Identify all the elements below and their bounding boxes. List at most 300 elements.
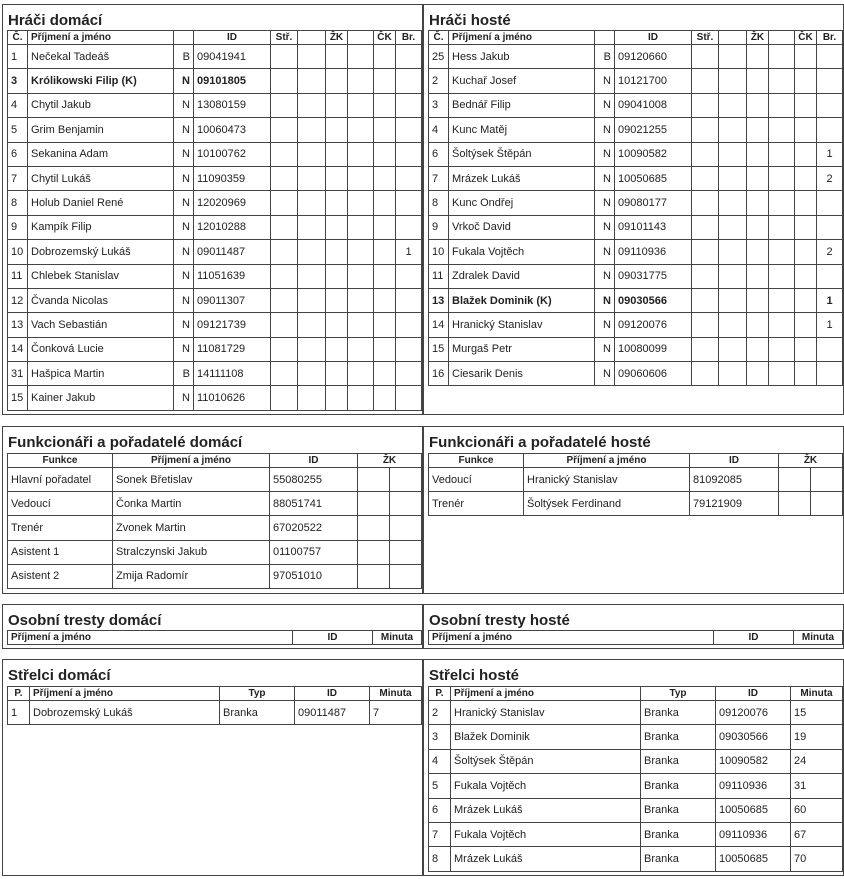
red-card-cell <box>374 191 396 215</box>
official-row <box>8 492 422 516</box>
goals-cell-2 <box>298 337 326 361</box>
player-number: 6 <box>429 142 449 166</box>
yellow-card-cell <box>747 191 769 215</box>
player-name: Sekanina Adam <box>28 142 174 166</box>
goals-cell-2 <box>298 118 326 142</box>
player-goals-total <box>817 69 843 93</box>
player-row <box>8 288 422 312</box>
player-id: 09011487 <box>194 240 271 264</box>
player-row <box>429 69 843 93</box>
scorer-id: 09110936 <box>716 774 791 798</box>
player-name: Grim Benjamin <box>28 118 174 142</box>
yellow-card-cell-2 <box>348 288 374 312</box>
player-goals-total <box>817 215 843 239</box>
scorer-name: Hranický Stanislav <box>451 701 641 725</box>
red-card-cell <box>795 215 817 239</box>
player-flag: N <box>174 313 194 337</box>
yellow-card-cell <box>358 564 390 588</box>
scorer-minute: 31 <box>791 774 843 798</box>
scorer-order: 5 <box>429 774 451 798</box>
scorer-row <box>429 774 843 798</box>
official-id: 01100757 <box>270 540 358 564</box>
scorer-minute: 7 <box>370 701 422 725</box>
red-card-cell <box>795 240 817 264</box>
officials-away-header <box>429 454 843 468</box>
goals-cell-2 <box>298 313 326 337</box>
yellow-card-cell <box>326 166 348 190</box>
player-name: Vach Sebastián <box>28 313 174 337</box>
goals-cell <box>271 264 298 288</box>
col-minute: Minuta <box>370 687 422 701</box>
yellow-card-cell-2 <box>348 142 374 166</box>
col-yellow-card: ŽK <box>779 454 843 468</box>
scorer-type: Branka <box>641 701 716 725</box>
scorer-minute: 15 <box>791 701 843 725</box>
scorer-order: 2 <box>429 701 451 725</box>
official-role: Vedoucí <box>8 492 113 516</box>
scorer-order: 1 <box>8 701 30 725</box>
player-flag: N <box>595 215 615 239</box>
yellow-card-cell <box>326 362 348 386</box>
col-yellow-card: ŽK <box>326 31 348 45</box>
scorer-order: 3 <box>429 725 451 749</box>
player-flag: N <box>595 69 615 93</box>
player-number: 3 <box>8 69 28 93</box>
yellow-card-cell-2 <box>769 362 795 386</box>
officials-home-panel <box>2 426 423 594</box>
yellow-card-cell-2 <box>390 468 422 492</box>
red-card-cell <box>795 337 817 361</box>
yellow-card-cell <box>358 540 390 564</box>
player-goals-total <box>817 191 843 215</box>
player-goals-total <box>396 45 422 69</box>
yellow-card-cell <box>358 516 390 540</box>
player-id: 09021255 <box>615 118 692 142</box>
official-name: Čonka Martin <box>113 492 270 516</box>
player-id: 09120076 <box>615 313 692 337</box>
player-flag: N <box>595 264 615 288</box>
player-flag: N <box>595 313 615 337</box>
official-row <box>8 468 422 492</box>
scorers-away-table <box>428 686 843 872</box>
yellow-card-cell-2 <box>348 45 374 69</box>
player-id: 12010288 <box>194 215 271 239</box>
yellow-card-cell-2 <box>348 386 374 410</box>
goals-cell <box>271 313 298 337</box>
player-flag: N <box>174 288 194 312</box>
player-id: 11051639 <box>194 264 271 288</box>
player-number: 1 <box>8 45 28 69</box>
player-number: 8 <box>8 191 28 215</box>
player-id: 11081729 <box>194 337 271 361</box>
penalties-away-title: Osobní tresty hosté <box>429 612 570 629</box>
scorer-order: 4 <box>429 749 451 773</box>
scorer-id: 09030566 <box>716 725 791 749</box>
yellow-card-cell <box>326 313 348 337</box>
player-id: 09121739 <box>194 313 271 337</box>
player-id: 09101805 <box>194 69 271 93</box>
goals-cell <box>692 215 719 239</box>
scorer-type: Branka <box>641 749 716 773</box>
player-id: 09110936 <box>615 240 692 264</box>
player-flag: N <box>595 166 615 190</box>
red-card-cell <box>795 264 817 288</box>
player-row <box>429 288 843 312</box>
player-name: Królikowski Filip (K) <box>28 69 174 93</box>
player-flag: N <box>174 142 194 166</box>
players-away-panel <box>423 4 844 415</box>
scorer-name: Mrázek Lukáš <box>451 798 641 822</box>
official-row <box>8 516 422 540</box>
yellow-card-cell-2 <box>811 468 843 492</box>
scorer-row <box>8 701 422 725</box>
player-name: Chlebek Stanislav <box>28 264 174 288</box>
player-row <box>429 118 843 142</box>
yellow-card-cell <box>779 468 811 492</box>
player-goals-total <box>396 142 422 166</box>
official-row <box>8 540 422 564</box>
players-home-header <box>8 31 422 45</box>
red-card-cell <box>795 69 817 93</box>
scorer-type: Branka <box>220 701 295 725</box>
player-number: 2 <box>429 69 449 93</box>
scorer-order: 8 <box>429 847 451 871</box>
player-id: 10100762 <box>194 142 271 166</box>
red-card-cell <box>374 142 396 166</box>
player-name: Blažek Dominik (K) <box>449 288 595 312</box>
player-number: 8 <box>429 191 449 215</box>
goals-cell <box>271 288 298 312</box>
player-number: 5 <box>8 118 28 142</box>
yellow-card-cell <box>326 240 348 264</box>
scorer-id: 10050685 <box>716 847 791 871</box>
player-id: 09041941 <box>194 45 271 69</box>
red-card-cell <box>795 93 817 117</box>
red-card-cell <box>374 240 396 264</box>
col-name: Příjmení a jméno <box>113 454 270 468</box>
col-goals-total: Br. <box>817 31 843 45</box>
goals-cell-2 <box>719 215 747 239</box>
player-number: 9 <box>429 215 449 239</box>
player-number: 12 <box>8 288 28 312</box>
players-away-header <box>429 31 843 45</box>
official-name: Zvonek Martin <box>113 516 270 540</box>
player-id: 09080177 <box>615 191 692 215</box>
player-flag: N <box>174 69 194 93</box>
officials-home-header <box>8 454 422 468</box>
yellow-card-cell <box>326 93 348 117</box>
player-name: Holub Daniel René <box>28 191 174 215</box>
goals-cell <box>692 93 719 117</box>
player-row <box>429 45 843 69</box>
player-row <box>429 142 843 166</box>
player-name: Nečekal Tadeáš <box>28 45 174 69</box>
red-card-cell <box>374 386 396 410</box>
player-name: Kampík Filip <box>28 215 174 239</box>
player-flag: B <box>174 45 194 69</box>
official-role: Hlavní pořadatel <box>8 468 113 492</box>
official-name: Sonek Břetislav <box>113 468 270 492</box>
yellow-card-cell-2 <box>348 240 374 264</box>
player-name: Bednář Filip <box>449 93 595 117</box>
scorer-order: 6 <box>429 798 451 822</box>
goals-cell-2 <box>719 69 747 93</box>
yellow-card-cell-2 <box>348 215 374 239</box>
player-name: Kunc Matěj <box>449 118 595 142</box>
col-red-card: ČK <box>374 31 396 45</box>
player-goals-total <box>396 362 422 386</box>
goals-cell <box>692 45 719 69</box>
officials-away-panel <box>423 426 844 594</box>
scorer-minute: 19 <box>791 725 843 749</box>
col-number: Č. <box>429 31 449 45</box>
red-card-cell <box>795 313 817 337</box>
yellow-card-cell <box>326 215 348 239</box>
goals-cell-2 <box>298 69 326 93</box>
player-row <box>429 166 843 190</box>
col-number: Č. <box>8 31 28 45</box>
goals-cell-2 <box>298 93 326 117</box>
col-id: ID <box>194 31 271 45</box>
goals-cell-2 <box>719 288 747 312</box>
player-number: 4 <box>429 118 449 142</box>
player-row <box>429 191 843 215</box>
goals-cell-2 <box>298 288 326 312</box>
red-card-cell <box>795 45 817 69</box>
player-goals-total <box>396 215 422 239</box>
scorer-minute: 60 <box>791 798 843 822</box>
col-id: ID <box>293 631 373 645</box>
player-name: Ciesarik Denis <box>449 362 595 386</box>
goals-cell <box>271 45 298 69</box>
player-number: 13 <box>429 288 449 312</box>
yellow-card-cell-2 <box>390 516 422 540</box>
scorer-row <box>429 725 843 749</box>
yellow-card-cell <box>326 69 348 93</box>
goals-cell-2 <box>719 362 747 386</box>
yellow-card-cell-2 <box>348 118 374 142</box>
goals-cell-2 <box>298 362 326 386</box>
goals-cell <box>692 166 719 190</box>
col-minute: Minuta <box>794 631 843 645</box>
goals-cell-2 <box>298 45 326 69</box>
scorer-name: Fukala Vojtěch <box>451 774 641 798</box>
penalties-home-panel <box>2 604 423 649</box>
official-role: Trenér <box>429 492 524 516</box>
penalties-away-header <box>429 631 843 645</box>
player-goals-total <box>817 362 843 386</box>
col-goals-2 <box>719 31 747 45</box>
yellow-card-cell-2 <box>348 313 374 337</box>
red-card-cell <box>374 45 396 69</box>
goals-cell-2 <box>298 191 326 215</box>
player-id: 09120660 <box>615 45 692 69</box>
officials-away-title: Funkcionáři a pořadatelé hosté <box>429 434 651 451</box>
player-id: 09041008 <box>615 93 692 117</box>
player-number: 31 <box>8 362 28 386</box>
official-role: Asistent 1 <box>8 540 113 564</box>
scorers-away-panel <box>423 659 844 876</box>
col-minute: Minuta <box>791 687 843 701</box>
players-home-panel <box>2 4 423 415</box>
player-row <box>8 45 422 69</box>
yellow-card-cell-2 <box>348 93 374 117</box>
red-card-cell <box>374 313 396 337</box>
players-home-table <box>7 30 422 411</box>
col-id: ID <box>714 631 794 645</box>
scorer-name: Šoltýsek Štěpán <box>451 749 641 773</box>
official-name: Šoltýsek Ferdinand <box>524 492 690 516</box>
player-id: 10050685 <box>615 166 692 190</box>
goals-cell-2 <box>719 337 747 361</box>
player-flag: N <box>595 337 615 361</box>
official-id: 88051741 <box>270 492 358 516</box>
yellow-card-cell <box>326 142 348 166</box>
goals-cell <box>692 288 719 312</box>
scorer-row <box>429 822 843 846</box>
player-number: 7 <box>429 166 449 190</box>
scorer-name: Fukala Vojtěch <box>451 822 641 846</box>
penalties-home-title: Osobní tresty domácí <box>8 612 162 629</box>
red-card-cell <box>374 337 396 361</box>
scorers-away-header <box>429 687 843 701</box>
player-name: Kainer Jakub <box>28 386 174 410</box>
yellow-card-cell <box>747 288 769 312</box>
player-number: 15 <box>8 386 28 410</box>
player-id: 09030566 <box>615 288 692 312</box>
player-goals-total: 1 <box>817 313 843 337</box>
scorer-type: Branka <box>641 798 716 822</box>
red-card-cell <box>374 166 396 190</box>
player-name: Kunc Ondřej <box>449 191 595 215</box>
player-name: Kuchař Josef <box>449 69 595 93</box>
player-id: 09031775 <box>615 264 692 288</box>
scorer-minute: 24 <box>791 749 843 773</box>
goals-cell <box>271 215 298 239</box>
scorer-id: 10050685 <box>716 798 791 822</box>
yellow-card-cell-2 <box>348 166 374 190</box>
scorer-id: 10090582 <box>716 749 791 773</box>
player-number: 7 <box>8 166 28 190</box>
yellow-card-cell <box>326 118 348 142</box>
player-goals-total: 1 <box>396 240 422 264</box>
yellow-card-cell <box>779 492 811 516</box>
player-flag: N <box>595 142 615 166</box>
scorer-id: 09120076 <box>716 701 791 725</box>
player-flag: N <box>595 362 615 386</box>
yellow-card-cell <box>747 264 769 288</box>
player-row <box>8 93 422 117</box>
penalties-home-header <box>8 631 422 645</box>
col-name: Příjmení a jméno <box>30 687 220 701</box>
goals-cell-2 <box>298 240 326 264</box>
yellow-card-cell <box>747 118 769 142</box>
scorer-type: Branka <box>641 847 716 871</box>
yellow-card-cell-2 <box>348 362 374 386</box>
player-goals-total: 2 <box>817 166 843 190</box>
player-goals-total <box>817 118 843 142</box>
player-number: 10 <box>8 240 28 264</box>
col-id: ID <box>295 687 370 701</box>
yellow-card-cell <box>747 337 769 361</box>
player-flag: N <box>595 288 615 312</box>
official-row <box>8 564 422 588</box>
player-row <box>429 240 843 264</box>
player-number: 11 <box>8 264 28 288</box>
player-number: 13 <box>8 313 28 337</box>
yellow-card-cell-2 <box>769 45 795 69</box>
official-row <box>429 468 843 492</box>
scorer-name: Blažek Dominik <box>451 725 641 749</box>
col-yellow-card-2 <box>769 31 795 45</box>
col-type: Typ <box>641 687 716 701</box>
yellow-card-cell <box>747 215 769 239</box>
red-card-cell <box>795 142 817 166</box>
goals-cell <box>692 118 719 142</box>
yellow-card-cell-2 <box>769 166 795 190</box>
official-role: Trenér <box>8 516 113 540</box>
player-row <box>8 386 422 410</box>
yellow-card-cell-2 <box>769 69 795 93</box>
player-number: 14 <box>8 337 28 361</box>
officials-home-table <box>7 453 422 589</box>
player-id: 10080099 <box>615 337 692 361</box>
player-row <box>8 215 422 239</box>
player-row <box>429 362 843 386</box>
player-goals-total <box>396 337 422 361</box>
goals-cell <box>271 337 298 361</box>
player-name: Mrázek Lukáš <box>449 166 595 190</box>
official-id: 97051010 <box>270 564 358 588</box>
player-goals-total <box>396 264 422 288</box>
player-row <box>8 191 422 215</box>
yellow-card-cell-2 <box>769 313 795 337</box>
players-home-body <box>8 45 422 411</box>
player-row <box>429 93 843 117</box>
col-yellow-card: ŽK <box>358 454 422 468</box>
col-name: Příjmení a jméno <box>449 31 595 45</box>
col-name: Příjmení a jméno <box>8 631 293 645</box>
col-id: ID <box>716 687 791 701</box>
col-name: Příjmení a jméno <box>524 454 690 468</box>
yellow-card-cell-2 <box>769 93 795 117</box>
red-card-cell <box>374 288 396 312</box>
player-row <box>8 166 422 190</box>
player-flag: N <box>174 215 194 239</box>
player-number: 15 <box>429 337 449 361</box>
red-card-cell <box>374 93 396 117</box>
player-number: 25 <box>429 45 449 69</box>
players-away-body <box>429 45 843 386</box>
player-id: 10090582 <box>615 142 692 166</box>
yellow-card-cell <box>326 191 348 215</box>
player-row <box>8 69 422 93</box>
yellow-card-cell <box>747 93 769 117</box>
player-flag: N <box>174 337 194 361</box>
goals-cell-2 <box>719 93 747 117</box>
player-goals-total <box>817 264 843 288</box>
col-order: P. <box>8 687 30 701</box>
player-flag: N <box>174 166 194 190</box>
col-id: ID <box>615 31 692 45</box>
col-minute: Minuta <box>373 631 422 645</box>
yellow-card-cell-2 <box>769 264 795 288</box>
officials-away-body <box>429 468 843 516</box>
player-name: Chytil Jakub <box>28 93 174 117</box>
goals-cell <box>692 69 719 93</box>
player-row <box>8 142 422 166</box>
red-card-cell <box>374 264 396 288</box>
